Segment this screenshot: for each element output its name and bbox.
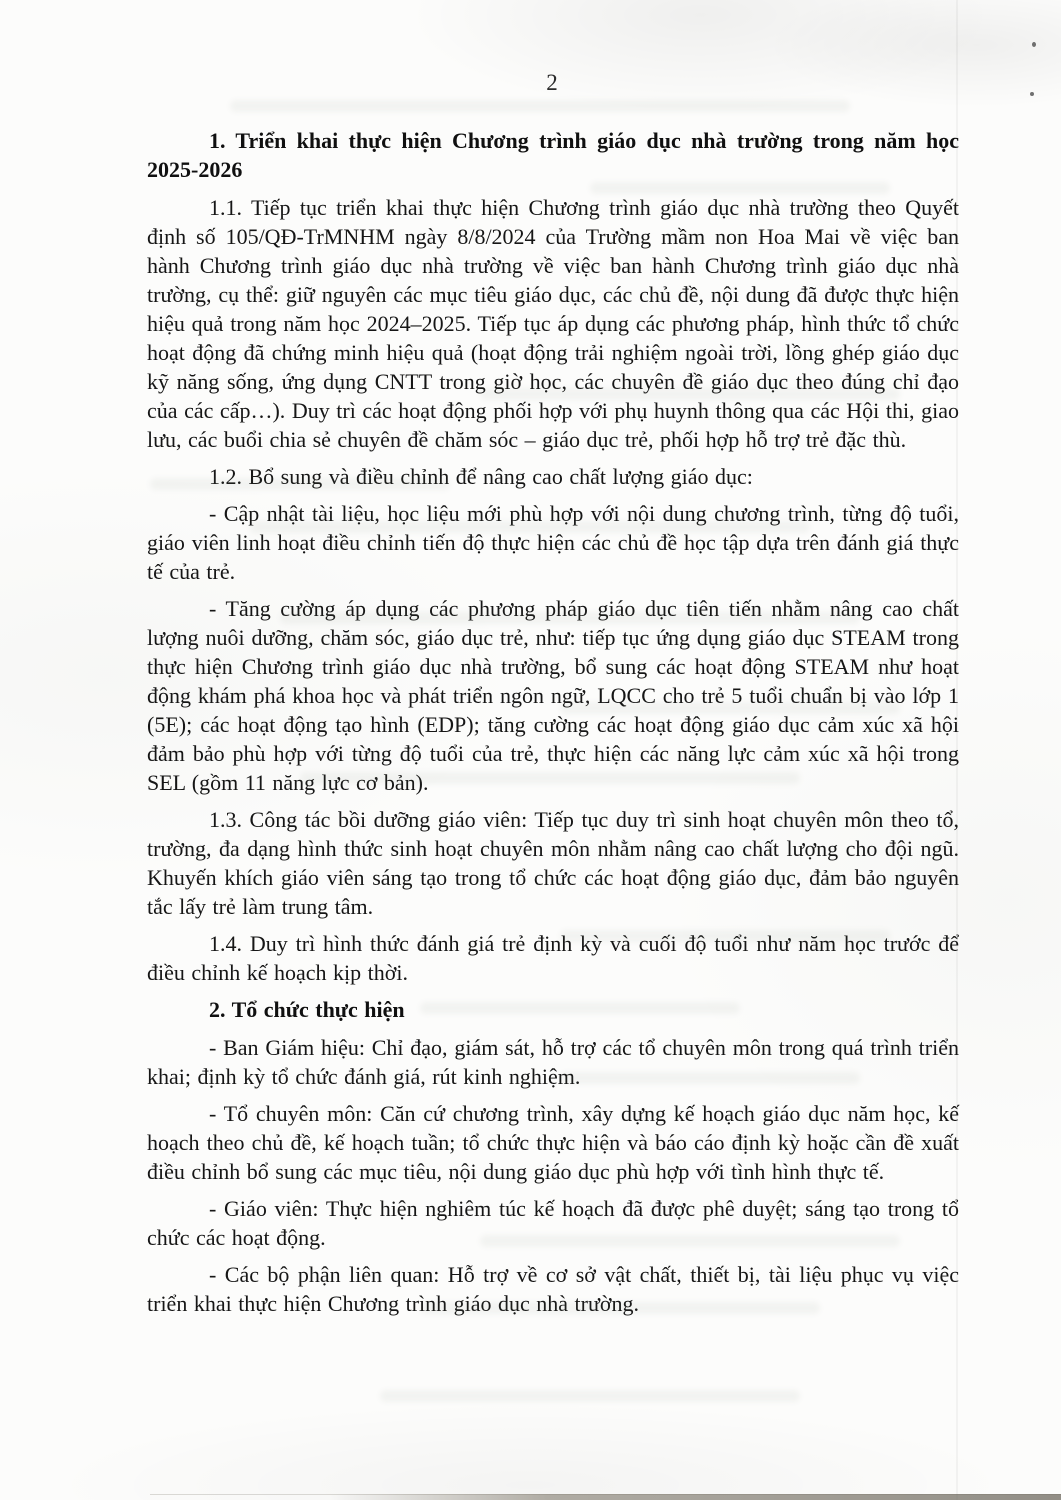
bullet-update-materials: - Cập nhật tài liệu, học liệu mới phù hợp với nội dung chương trình, từng độ tuổi, giáo viên linh hoạt điều chỉnh tiến độ thực hiện các chủ đề học tập dựa trên đánh giá thực tế của trẻ. xyxy=(147,501,959,584)
bullet-advanced-methods: - Tăng cường áp dụng các phương pháp giáo dục tiên tiến nhằm nâng cao chất lượng nuôi dưỡng, chăm sóc, giáo dục trẻ, như: tiếp tục ứng dụng giáo dục STEAM trong thực hiện Chương trình giáo dục nhà trường, bổ sung các hoạt động STEAM như hoạt động khám phá khoa học và phát triển ngôn ngữ, LQCC cho trẻ 5 tuổi chuẩn bị vào lớp 1 (5E); các hoạt động tạo hình (EDP); tăng cường các hoạt động giáo dục cảm xúc xã hội đảm bảo phù hợp với từng độ tuổi của trẻ, thực hiện các năng lực cảm xúc xã hội trong SEL (gồm 11 năng lực cơ bản). xyxy=(147,596,959,795)
section-heading-2: 2. Tổ chức thực hiện xyxy=(209,997,405,1022)
ink-speck xyxy=(1030,92,1034,96)
bleedthrough-artifact xyxy=(230,100,850,112)
bullet-to-chuyen-mon: - Tổ chuyên môn: Căn cứ chương trình, xây dựng kế hoạch giáo dục năm học, kế hoạch theo chủ đề, kế hoạch tuần; tổ chức thực hiện và báo cáo định kỳ hoặc cần đề xuất điều chỉnh bổ sung các mục tiêu, nội dung giáo dục phù hợp với tình hình thực tế. xyxy=(147,1101,959,1184)
bullet-giao-vien: - Giáo viên: Thực hiện nghiêm túc kế hoạch đã được phê duyệt; sáng tạo trong tổ chức các hoạt động. xyxy=(147,1196,959,1250)
ink-speck xyxy=(1032,42,1036,47)
bleedthrough-artifact xyxy=(380,1390,800,1402)
page-number: 2 xyxy=(546,70,558,95)
bullet-ban-giam-hieu: - Ban Giám hiệu: Chỉ đạo, giám sát, hỗ trợ các tổ chuyên môn trong quá trình triển khai; định kỳ tổ chức đánh giá, rút kinh nghiệm. xyxy=(147,1035,959,1089)
paragraph-1-4: 1.4. Duy trì hình thức đánh giá trẻ định kỳ và cuối độ tuổi như năm học trước để điều chỉnh kế hoạch kịp thời. xyxy=(147,931,959,985)
paragraph-1-1: 1.1. Tiếp tục triển khai thực hiện Chương trình giáo dục nhà trường theo Quyết định số 105/QĐ-TrMNHM ngày 8/8/2024 của Trường mầm non Hoa Mai về việc ban hành Chương trình giáo dục nhà trường về việc ban hành Chương trình giáo dục nhà trường, cụ thể: giữ nguyên các mục tiêu giáo dục, các chủ đề, nội dung đã được thực hiện hiệu quả trong năm học 2024–2025. Tiếp tục áp dụng các phương pháp, hình thức tổ chức hoạt động đã chứng minh hiệu quả (hoạt động trải nghiệm ngoài trời, lồng ghép giáo dục kỹ năng sống, ứng dụng CNTT trong giờ học, các chuyên đề giáo dục theo đúng chỉ đạo của các cấp…). Duy trì các hoạt động phối hợp với phụ huynh thông qua các Hội thi, giao lưu, các buổi chia sẻ chuyên đề chăm sóc – giáo dục trẻ, phối hợp hỗ trợ trẻ đặc thù. xyxy=(147,195,959,452)
bullet-cac-bo-phan: - Các bộ phận liên quan: Hỗ trợ về cơ sở vật chất, thiết bị, tài liệu phục vụ việc triển khai thực hiện Chương trình giáo dục nhà trường. xyxy=(147,1262,959,1316)
paragraph-1-3: 1.3. Công tác bồi dưỡng giáo viên: Tiếp tục duy trì sinh hoạt chuyên môn theo tổ, trường, đa dạng hình thức sinh hoạt chuyên môn nhằm nâng cao chất lượng cho đội ngũ. Khuyến khích giáo viên sáng tạo trong tổ chức các hoạt động giáo dục, đảm bảo nguyên tắc lấy trẻ làm trung tâm. xyxy=(147,807,959,919)
paper-fold-line xyxy=(956,0,958,1500)
document-body xyxy=(147,124,959,1326)
scan-edge-shadow xyxy=(330,1494,1061,1500)
section-heading-1: 1. Triển khai thực hiện Chương trình giáo dục nhà trường trong năm học 2025-2026 xyxy=(147,128,959,182)
paragraph-1-2: 1.2. Bổ sung và điều chỉnh để nâng cao chất lượng giáo dục: xyxy=(209,464,753,489)
